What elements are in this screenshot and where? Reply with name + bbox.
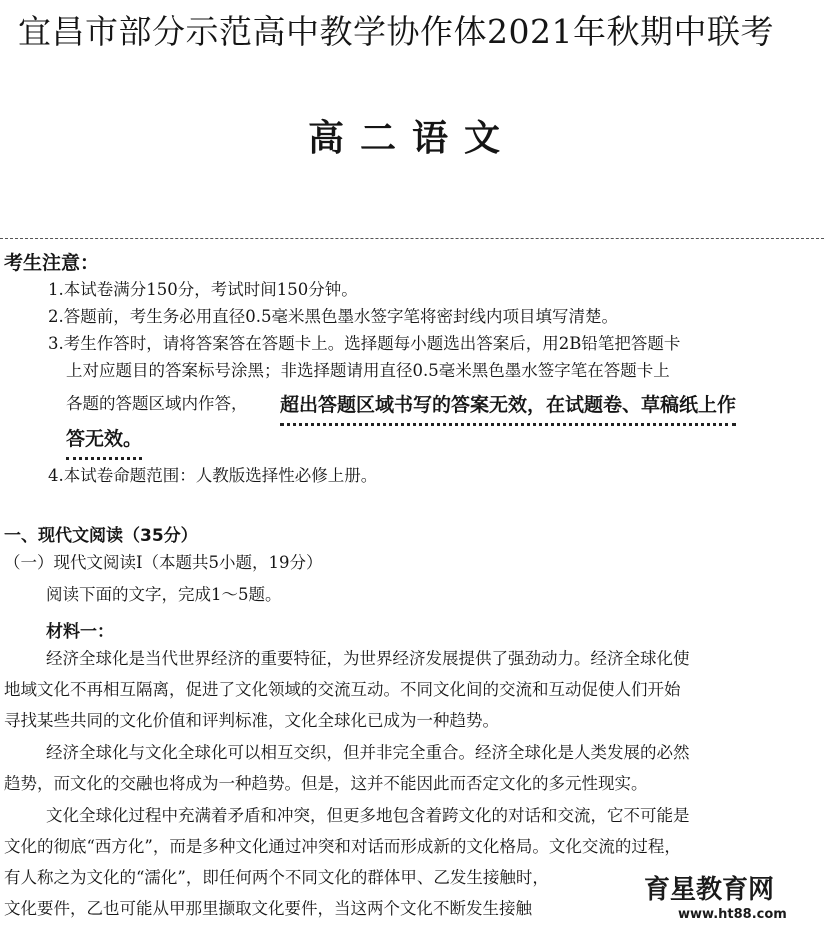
passage-line: 有人称之为文化的“濡化”，即任何两个不同文化的群体甲、乙发生接触时，: [4, 868, 549, 887]
material-label: 材料一：: [46, 622, 114, 642]
notice-item-4: 4.本试卷命题范围：人教版选择性必修上册。: [48, 466, 378, 485]
notice-item-1: 1.本试卷满分150分，考试时间150分钟。: [48, 280, 358, 299]
notice-emphasis-line-2: 答无效。: [66, 424, 142, 460]
passage-line: 文化全球化过程中充满着矛盾和冲突，但更多地包含着跨文化的对话和交流，它不可能是: [46, 806, 690, 825]
section-heading: 一、现代文阅读（35分）: [4, 526, 198, 546]
passage-line: 趋势，而文化的交融也将成为一种趋势。但是，这并不能因此而否定文化的多元性现实。: [4, 774, 648, 793]
section-sub-heading: （一）现代文阅读Ⅰ（本题共5小题，19分）: [4, 553, 323, 572]
watermark-url: www.ht88.com: [678, 907, 787, 922]
subject-title: 高二语文: [307, 118, 516, 159]
notice-emphasis-line-1: 超出答题区域书写的答案无效，在试题卷、草稿纸上作: [280, 390, 736, 426]
notice-item-3-line-3: 各题的答题区域内作答，: [66, 394, 248, 413]
passage-line: 文化要件，乙也可能从甲那里撷取文化要件，当这两个文化不断发生接触: [4, 899, 532, 918]
notice-heading: 考生注意：: [4, 252, 100, 274]
notice-item-3: 3.考生作答时，请将答案答在答题卡上。选择题每小题选出答案后，用2B铅笔把答题卡: [48, 334, 681, 353]
watermark-brand: 育星教育网: [644, 875, 775, 905]
seal-line-divider: [0, 238, 824, 239]
notice-item-2: 2.答题前，考生务必用直径0.5毫米黑色墨水签字笔将密封线内项目填写清楚。: [48, 307, 618, 326]
notice-item-3-line-2: 上对应题目的答案标号涂黑；非选择题请用直径0.5毫米黑色墨水签字笔在答题卡上: [66, 361, 670, 380]
exam-title: 宜昌市部分示范高中教学协作体2021年秋期中联考: [18, 12, 774, 51]
passage-line: 地域文化不再相互隔离，促进了文化领域的交流互动。不同文化间的交流和互动促使人们开始: [4, 680, 681, 699]
passage-line: 文化的彻底“西方化”，而是多种文化通过冲突和对话而形成新的文化格局。文化交流的过程，: [4, 837, 681, 856]
section-instruction: 阅读下面的文字，完成1～5题。: [46, 585, 282, 604]
passage-line: 寻找某些共同的文化价值和评判标准，文化全球化已成为一种趋势。: [4, 711, 499, 730]
passage-line: 经济全球化与文化全球化可以相互交织，但并非完全重合。经济全球化是人类发展的必然: [46, 743, 690, 762]
passage-line: 经济全球化是当代世界经济的重要特征，为世界经济发展提供了强劲动力。经济全球化使: [46, 649, 690, 668]
watermark-logo: [638, 870, 818, 922]
